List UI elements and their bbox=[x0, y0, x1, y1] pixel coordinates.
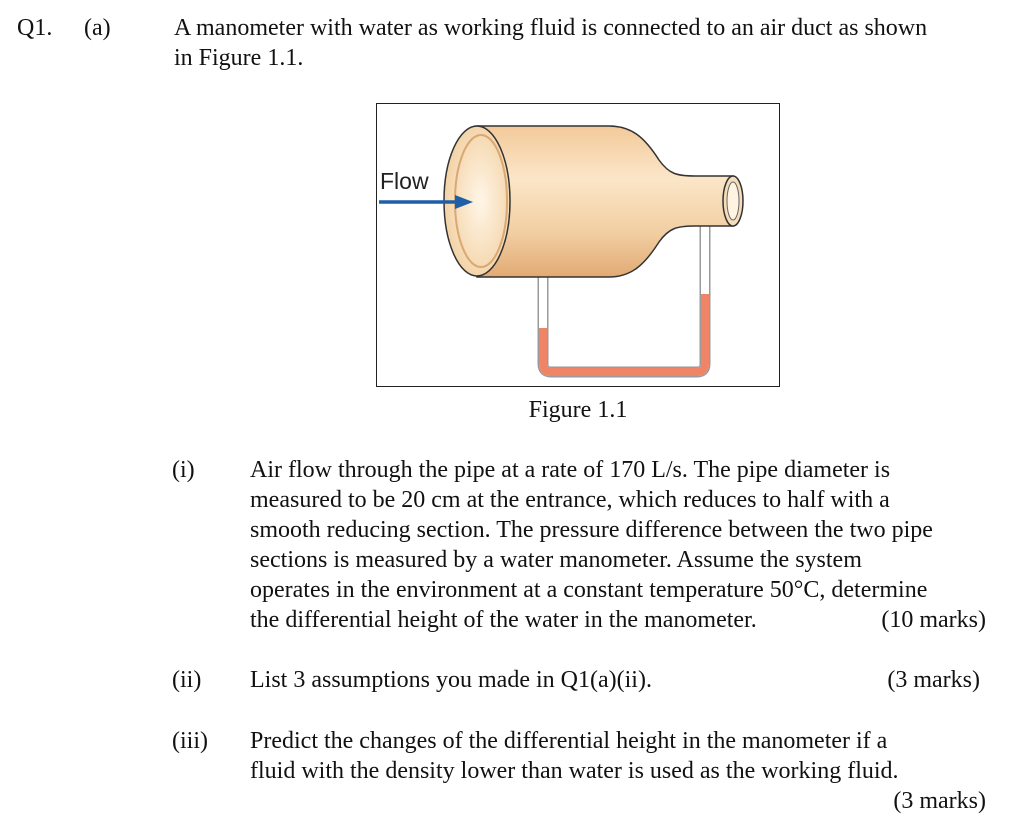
part-i-line-4: sections is measured by a water manometer. Assume the system bbox=[250, 547, 862, 573]
figure-1-1 bbox=[376, 103, 780, 387]
air-duct bbox=[444, 126, 743, 277]
part-iii-marks: (3 marks) bbox=[893, 788, 986, 814]
part-ii-marks: (3 marks) bbox=[887, 667, 980, 693]
part-iii-text bbox=[250, 726, 986, 816]
question-intro bbox=[174, 13, 986, 73]
intro-line-1: A manometer with water as working fluid is connected to an air duct as shown bbox=[174, 15, 928, 41]
part-i-marks: (10 marks) bbox=[881, 607, 986, 633]
flow-arrow-icon bbox=[379, 195, 473, 209]
part-i-label: (i) bbox=[172, 457, 195, 483]
part-i-line-2: measured to be 20 cm at the entrance, which reduces to half with a bbox=[250, 487, 890, 513]
part-i-line-3: smooth reducing section. The pressure difference between the two pipe bbox=[250, 517, 933, 543]
part-i-line-6 bbox=[250, 605, 986, 635]
question-part-label: (a) bbox=[84, 15, 111, 41]
part-i-line-1: Air flow through the pipe at a rate of 170 L/s. The pipe diameter is bbox=[250, 457, 891, 483]
part-ii-label: (ii) bbox=[172, 667, 202, 693]
figure-caption: Figure 1.1 bbox=[528, 397, 628, 423]
part-i-last-line: the differential height of the water in the manometer. bbox=[250, 607, 757, 633]
part-i-text bbox=[250, 455, 986, 635]
part-i-line-5: operates in the environment at a constant temperature 50°C, determine bbox=[250, 577, 928, 603]
part-iii-line-1: Predict the changes of the differential height in the manometer if a bbox=[250, 728, 888, 754]
part-ii-text bbox=[250, 665, 980, 695]
flow-label: Flow bbox=[380, 168, 429, 194]
question-number: Q1. bbox=[17, 15, 53, 41]
part-ii-question: List 3 assumptions you made in Q1(a)(ii). bbox=[250, 667, 652, 693]
manometer-duct-diagram bbox=[377, 104, 781, 388]
intro-line-2: in Figure 1.1. bbox=[174, 45, 304, 71]
water-column bbox=[543, 294, 705, 372]
part-iii-line-2: fluid with the density lower than water is used as the working fluid. bbox=[250, 758, 899, 784]
part-iii-label: (iii) bbox=[172, 728, 208, 754]
